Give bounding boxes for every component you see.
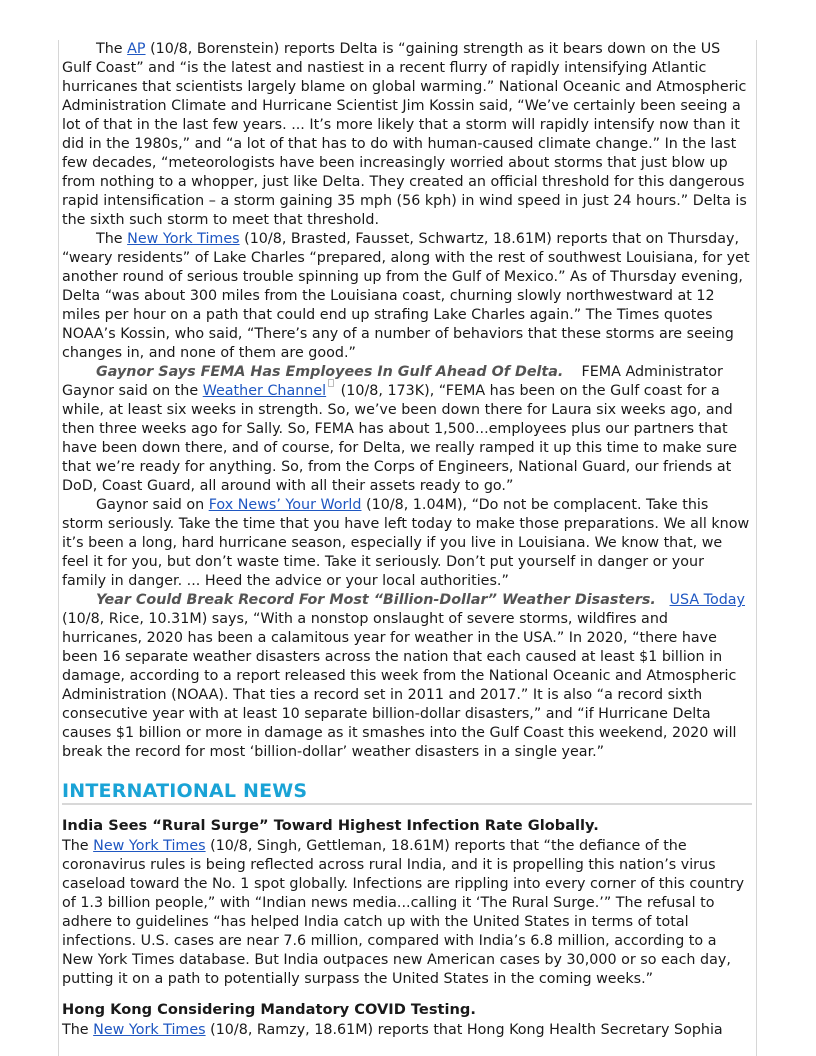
- weather-channel-link[interactable]: Weather Channel: [202, 383, 327, 399]
- paragraph-gaynor-fema: Gaynor Says FEMA Has Employees In Gulf Ahead Of Delta. FEMA Administrator Gaynor said on the Weather Channel (10/8, 173K), “FEMA has been on the Gulf coast for a while, at least six weeks in strength. So, we’ve been down there for Laura six weeks ago, and then three weeks ago for Sally. So, FEMA has about 1,500...employees plus our partners that have been down there, and of course, for Delta, we really ramped it up this time to make sure that we’re ready for anything. So, from the Corps of Engineers, National Guard, our friends at DoD, Coast Guard, all around with all their assets ready to go.”: [62, 364, 738, 494]
- paragraph-hong-kong-testing: The New York Times (10/8, Ramzy, 18.61M) reports that Hong Kong Health Secretary Sophia: [62, 1022, 723, 1038]
- fox-news-link[interactable]: Fox News’ Your World: [208, 497, 362, 513]
- paragraph-ap-delta: The AP (10/8, Borenstein) reports Delta is “gaining strength as it bears down on the US Gulf Coast” and “is the latest and nastiest in a recent flurry of rapidly intensifying Atlantic hurricanes that scientists largely blame on global warming.” National Oceanic and Atmospheric Administration Climate and Hurricane Scientist Jim Kossin said, “We’ve certainly been seeing a lot of that in the last few years. ... It’s more likely that a storm will rapidly intensify now than it did in the 1980s,” and “a lot of that has to do with human-caused climate change.” In the last few decades, “meteorologists have been increasingly worried about storms that just blow up from nothing to a whopper, just like Delta. They created an official threshold for this dangerous rapid intensification – a storm gaining 35 mph (56 kph) in wind speed in just 24 hours.” Delta is the sixth such storm to meet that threshold.: [62, 41, 747, 228]
- new-york-times-link[interactable]: New York Times: [93, 1022, 206, 1038]
- section-title-international-news: INTERNATIONAL NEWS: [62, 780, 752, 805]
- paragraph-india-rural-surge: The New York Times (10/8, Singh, Gettleman, 18.61M) reports that “the defiance of the coronavirus rules is being reflected across rural India, and it is propelling this nation’s virus caseload toward the No. 1 spot globally. Infections are rippling into every corner of this country of 1.3 billion people,” with “Indian news media...calling it ‘The Rural Surge.’” The refusal to adhere to guidelines “has helped India catch up with the United States in terms of total infections. U.S. cases are near 7.6 million, compared with India’s 6.8 million, according to a New York Times database. But India outpaces new American cases by 30,000 or so each day, putting it on a path to potentially surpass the United States in the coming weeks.”: [62, 838, 745, 987]
- new-york-times-link[interactable]: New York Times: [127, 231, 240, 247]
- document-page: [62, 40, 752, 1040]
- story-lead-gaynor-fema: Gaynor Says FEMA Has Employees In Gulf Ahead Of Delta.: [96, 364, 564, 380]
- page-margin-rule-right: [756, 40, 757, 1056]
- video-marker-icon: [328, 379, 334, 387]
- story-title-india: India Sees “Rural Surge” Toward Highest Infection Rate Globally.: [62, 817, 599, 834]
- paragraph-nyt-lake-charles: The New York Times (10/8, Brasted, Fausset, Schwartz, 18.61M) reports that on Thursday, “weary residents” of Lake Charles “prepared, along with the rest of southwest Louisiana, for yet another round of serious trouble spinning up from the Gulf of Mexico.” As of Thursday evening, Delta “was about 300 miles from the Louisiana coast, churning slowly northwestward at 12 miles per hour on a path that could end up strafing Lake Charles again.” The Times quotes NOAA’s Kossin, who said, “There’s any of a number of behaviors that these storms are seeing changes in, and none of them are good.”: [62, 231, 750, 361]
- paragraph-gaynor-fox: Gaynor said on Fox News’ Your World (10/8, 1.04M), “Do not be complacent. Take this storm seriously. Take the time that you have left today to make those preparations. We all know it’s been a long, hard hurricane season, especially if you live in Louisiana. We know that, we feel it for you, but don’t waste time. Take it seriously. Don’t put yourself in danger or your family in danger. ... Heed the advice or your local authorities.”: [62, 497, 750, 589]
- story-lead-billion-dollar: Year Could Break Record For Most “Billion-Dollar” Weather Disasters.: [96, 592, 656, 608]
- story-title-hong-kong: Hong Kong Considering Mandatory COVID Testing.: [62, 1001, 476, 1018]
- usa-today-link[interactable]: USA Today: [669, 592, 745, 608]
- new-york-times-link[interactable]: New York Times: [93, 838, 206, 854]
- ap-link[interactable]: AP: [127, 41, 146, 57]
- paragraph-billion-dollar-disasters: Year Could Break Record For Most “Billion-Dollar” Weather Disasters. USA Today (10/8, Rice, 10.31M) says, “With a nonstop onslaught of severe storms, wildfires and hurricanes, 2020 has been a calamitous year for weather in the USA.” In 2020, “there have been 16 separate weather disasters across the nation that each caused at least $1 billion in damage, according to a report released this week from the National Oceanic and Atmospheric Administration (NOAA). That ties a record set in 2011 and 2017.” It is also “a record sixth consecutive year with at least 10 separate billion-dollar disasters,” and “if Hurricane Delta causes $1 billion or more in damage as it smashes into the Gulf Coast this weekend, 2020 will break the record for most ‘billion-dollar’ weather disasters in a single year.”: [62, 592, 745, 760]
- page-margin-rule-left: [58, 40, 59, 1056]
